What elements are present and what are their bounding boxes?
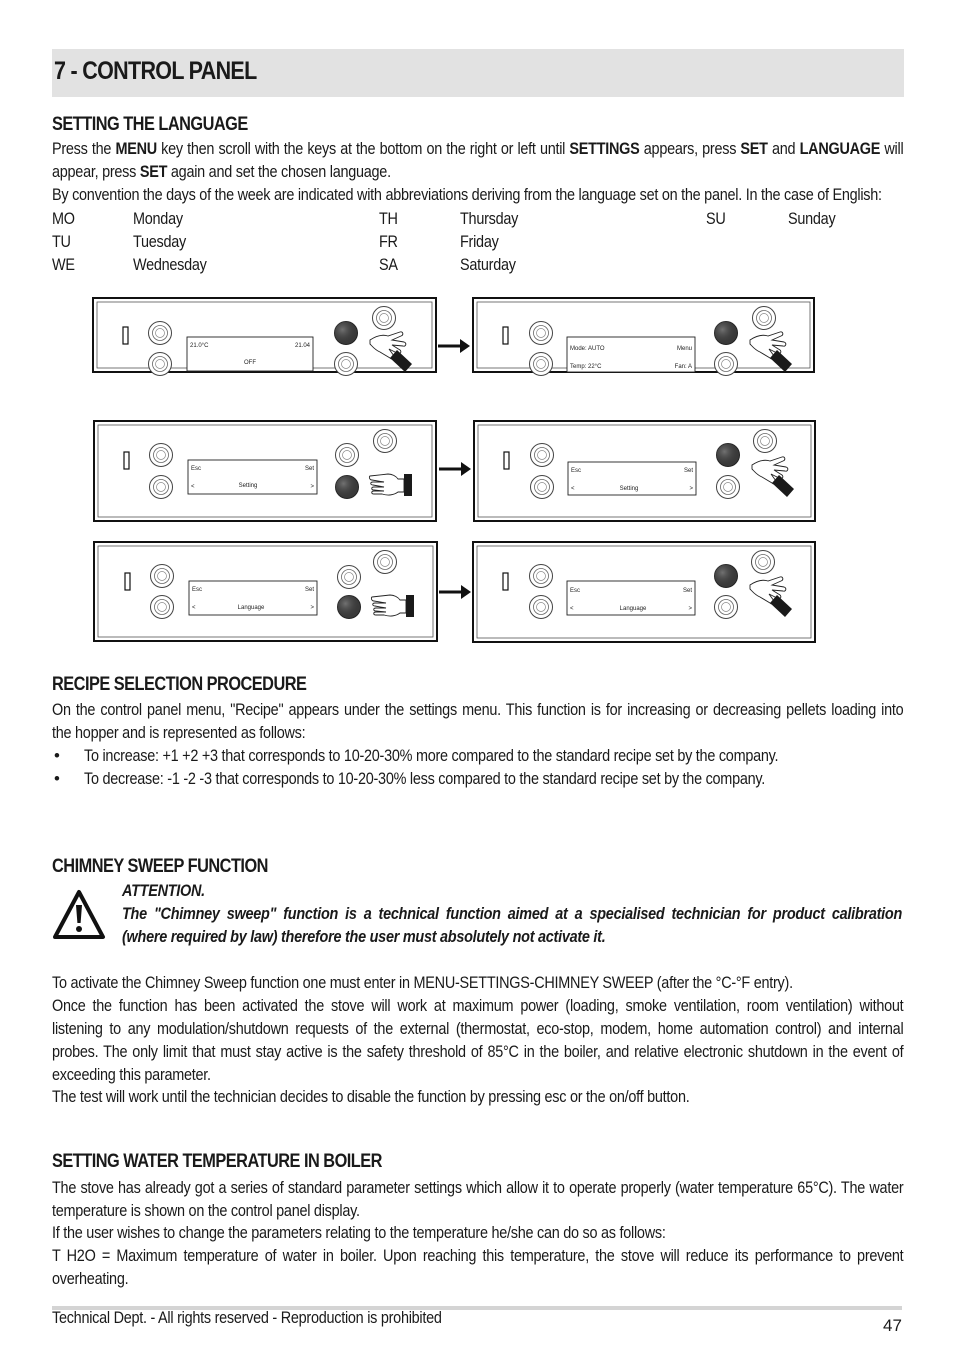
- panel-frame: [94, 542, 437, 641]
- day-name: Wednesday: [133, 255, 207, 274]
- day-abbr: MO: [52, 209, 75, 228]
- display-top-left: Mode: AUTO: [570, 346, 605, 352]
- display-bottom-right: >: [688, 606, 692, 612]
- language-title: SETTING THE LANGUAGE: [52, 114, 248, 135]
- display-bottom-right: >: [310, 484, 314, 490]
- recipe-line2: the hopper and is represented as follows:: [52, 723, 306, 742]
- display-top-right: Menu: [676, 346, 692, 352]
- panel-frame: [93, 298, 436, 376]
- water-title: SETTING WATER TEMPERATURE IN BOILER: [52, 1151, 382, 1172]
- recipe-line1: On the control panel menu, "Recipe" appears under the settings menu. This function is for increasing or decreasing pellets loading into: [52, 700, 904, 719]
- chimney-once-line1: Once the function has been activated the stove will work at maximum power (loading, smoke ventilation, room ventilation) without: [52, 996, 904, 1015]
- arrow-right-icon: [439, 462, 471, 476]
- display-top-right: Set: [683, 468, 693, 474]
- warning-triangle-icon: [52, 889, 106, 941]
- warning-line2: (where required by law) therefore the user must absolutely not activate it.: [122, 927, 606, 946]
- display-top-left: Esc: [570, 588, 581, 594]
- display-bottom-left: <: [192, 605, 196, 611]
- water-line1: The stove has already got a series of standard parameter settings which allow it to operate properly (water temperature 65°C). The water: [52, 1178, 904, 1197]
- day-abbr: TU: [52, 232, 71, 251]
- footer-copyright: Technical Dept. - All rights reserved - Reproduction is prohibited: [52, 1308, 442, 1327]
- display-top-left: Esc: [192, 587, 203, 593]
- day-name: Sunday: [788, 209, 836, 228]
- day-abbr: SU: [706, 209, 726, 228]
- page-number: 47: [883, 1316, 902, 1335]
- water-line3: If the user wishes to change the parameters relating to the temperature he/she can do so as follows:: [52, 1223, 666, 1242]
- day-abbr: FR: [379, 232, 398, 251]
- chimney-once-line3: probes. The only limit that must stay active is the safety threshold of 85°C in the boiler, and relative electronic shutdown in the event of: [52, 1042, 904, 1061]
- display-top-right: 21.04: [294, 343, 310, 349]
- display-center: Setting: [238, 483, 258, 489]
- day-name: Thursday: [460, 209, 519, 228]
- chimney-once-line2: listening to any modulation/shutdown requests of the external (thermostat, eco-stop, modem, home automation control) and internal: [52, 1019, 904, 1038]
- chimney-test: The test will work until the technician decides to disable the function by pressing esc or the on/off button.: [52, 1087, 690, 1106]
- water-line4: T H2O = Maximum temperature of water in boiler. Upon reaching this temperature, the stove will reduce its performance to prevent: [52, 1246, 904, 1265]
- arrow-right-icon: [439, 585, 471, 599]
- display-center: Language: [237, 605, 265, 611]
- warning-line1: The "Chimney sweep" function is a technical function aimed at a specialised technician for product calibration: [122, 904, 903, 923]
- recipe-bullets: [52, 744, 912, 790]
- list-item: • To decrease: -1 -2 -3 that corresponds to 10-20-30% less compared to the standard recipe set by the company.: [54, 769, 766, 788]
- day-abbr: WE: [52, 255, 75, 274]
- display-bottom-left: <: [571, 486, 575, 492]
- chimney-title: CHIMNEY SWEEP FUNCTION: [52, 856, 268, 877]
- display-center: Language: [619, 606, 647, 612]
- language-instr-line1: Press the MENU key then scroll with the keys at the bottom on the right or left until SETTINGS appears, press SET and LANGUAGE will: [52, 139, 904, 158]
- display-bottom-left: <: [191, 484, 195, 490]
- water-line5: overheating.: [52, 1269, 129, 1288]
- display-bottom-right: >: [689, 486, 693, 492]
- chimney-once-line4: exceeding this parameter.: [52, 1065, 211, 1084]
- arrow-right-icon: [438, 339, 470, 353]
- chimney-activate: To activate the Chimney Sweep function one must enter in MENU-SETTINGS-CHIMNEY SWEEP (after the °C-°F entry).: [52, 973, 793, 992]
- language-instr-line2: appear, press SET again and set the chosen language.: [52, 162, 391, 181]
- panel-frame: [474, 421, 815, 521]
- language-convention: By convention the days of the week are indicated with abbreviations deriving from the language set on the panel. In the case of English:: [52, 185, 882, 204]
- day-name: Monday: [133, 209, 183, 228]
- display-bottom-left: <: [570, 606, 574, 612]
- display-top-left: Esc: [571, 468, 582, 474]
- day-name: Saturday: [460, 255, 516, 274]
- display-bottom-left: Temp: 22°C: [570, 364, 602, 370]
- day-name: Friday: [460, 232, 499, 251]
- display-center: Setting: [619, 486, 639, 492]
- display-center: OFF: [244, 360, 256, 366]
- day-abbr: TH: [379, 209, 398, 228]
- panel-frame: [473, 298, 814, 376]
- recipe-title: RECIPE SELECTION PROCEDURE: [52, 674, 307, 695]
- panel-frame: [94, 421, 436, 521]
- section-heading: 7 - CONTROL PANEL: [54, 57, 257, 85]
- water-line2: temperature is shown on the control panel display.: [52, 1201, 360, 1220]
- display-bottom-right: Fan: A: [674, 364, 692, 370]
- attention-label: ATTENTION.: [122, 881, 205, 900]
- panel-frame: [473, 542, 815, 642]
- day-abbr: SA: [379, 255, 398, 274]
- display-bottom-right: >: [310, 605, 314, 611]
- display-top-left: Esc: [191, 466, 202, 472]
- display-top-right: Set: [304, 587, 314, 593]
- list-item: • To increase: +1 +2 +3 that corresponds to 10-20-30% more compared to the standard recipe set by the company.: [54, 746, 779, 765]
- display-top-left: 21.0°C: [190, 343, 209, 349]
- attention-block: [122, 879, 902, 948]
- display-top-right: Set: [304, 466, 314, 472]
- day-name: Tuesday: [133, 232, 187, 251]
- display-top-right: Set: [682, 588, 692, 594]
